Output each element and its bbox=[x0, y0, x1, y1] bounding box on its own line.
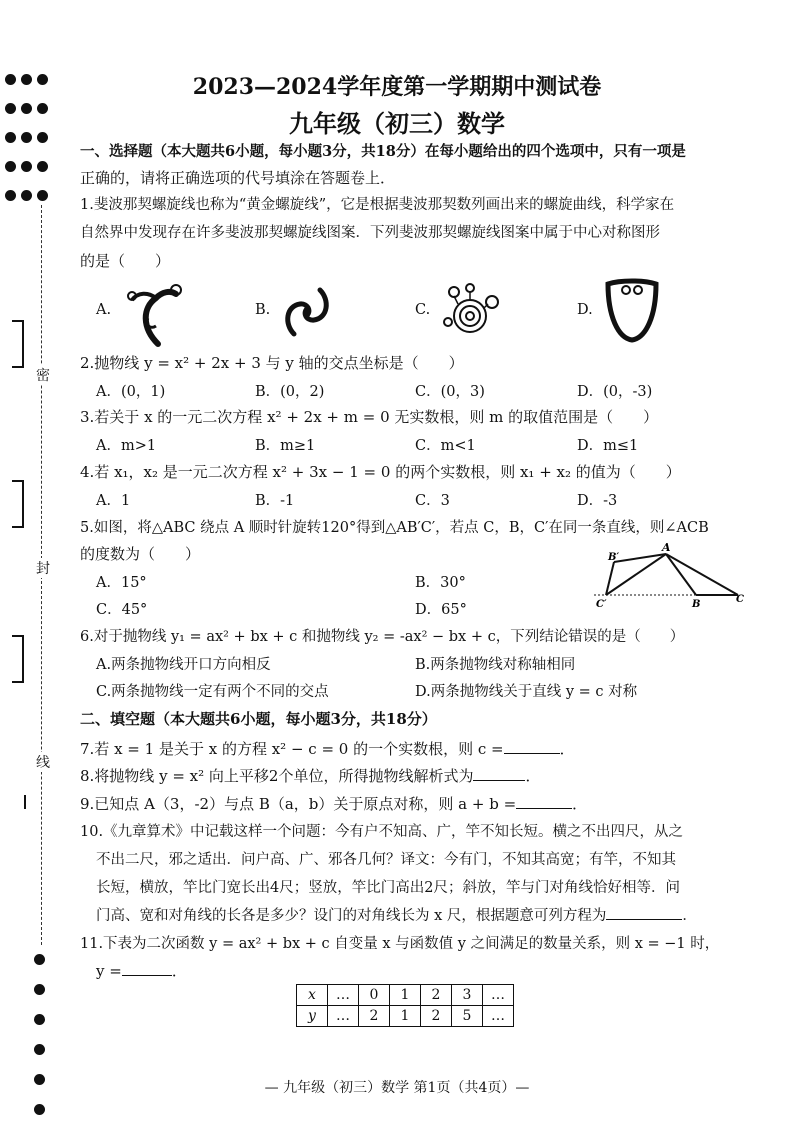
q10-line1: 10.《九章算术》中记载这样一个问题：今有户不知高、广，竿不知长短。横之不出四尺，从之 bbox=[80, 824, 684, 840]
q9 bbox=[80, 793, 587, 814]
q8 bbox=[80, 765, 540, 786]
table-row bbox=[297, 1006, 514, 1027]
q6-stem: 6.对于抛物线 y₁ = ax² + bx + c 和抛物线 y₂ = -ax² − bx + c，下列结论错误的是（ ） bbox=[80, 629, 685, 645]
table-cell: 1 bbox=[390, 1006, 421, 1027]
spiral-figure-c bbox=[440, 282, 504, 342]
q10-line4 bbox=[96, 904, 697, 925]
q7-answer-blank[interactable] bbox=[504, 753, 560, 754]
table-row bbox=[297, 985, 514, 1006]
table-cell: 2 bbox=[421, 1006, 452, 1027]
q1-line2: 自然界中发现存在许多斐波那契螺旋线图案．下列斐波那契螺旋线图案中属于中心对称图形 bbox=[80, 225, 660, 241]
q11-line2 bbox=[96, 960, 187, 981]
q6-option-c[interactable]: C.两条抛物线一定有两个不同的交点 bbox=[96, 684, 329, 700]
q10-line4-text: 门高、宽和对角线的长各是多少？设门的对角线长为 x 尺，根据题意可列方程为 bbox=[96, 908, 607, 924]
rotation-figure bbox=[588, 540, 756, 612]
q11-answer-blank[interactable] bbox=[122, 975, 172, 976]
q5-option-d[interactable]: D．65° bbox=[415, 602, 467, 618]
q10-end: ． bbox=[682, 908, 697, 924]
section1-heading: 一、选择题（本大题共6小题，每小题3分，共18分）在每小题给出的四个选项中，只有一项是 bbox=[80, 143, 686, 160]
figure-label-c: C bbox=[736, 594, 744, 605]
table-cell: … bbox=[328, 985, 359, 1006]
q1-option-c[interactable]: C. bbox=[415, 302, 431, 318]
q11-end: ． bbox=[171, 962, 187, 980]
spiral-figure-d bbox=[604, 276, 660, 344]
q1-option-a[interactable]: A. bbox=[96, 302, 112, 318]
exam-subtitle: 九年级（初三）数学 bbox=[289, 109, 505, 138]
binding-bracket-3 bbox=[12, 635, 24, 683]
figure-label-b-prime: B′ bbox=[608, 552, 620, 563]
q1-line1: 1.斐波那契螺旋线也称为“黄金螺旋线”，它是根据斐波那契数列画出来的螺旋曲线，科学家在 bbox=[80, 197, 675, 213]
q2-option-a[interactable]: A．(0，1) bbox=[96, 384, 166, 400]
q11-value-table bbox=[296, 984, 514, 1027]
seal-char-mi: 密 bbox=[36, 365, 50, 385]
q1-line3: 的是（ ） bbox=[80, 252, 171, 270]
binding-bracket-1 bbox=[12, 320, 24, 368]
q6-option-d[interactable]: D.两条抛物线关于直线 y = c 对称 bbox=[415, 684, 638, 700]
section1-heading-cont: 正确的，请将正确选项的代号填涂在答题卷上． bbox=[80, 169, 396, 187]
exam-title: 2023—2024学年度第一学期期中测试卷 bbox=[192, 74, 602, 100]
q7-text: 7.若 x = 1 是关于 x 的方程 x² − c = 0 的一个实数根，则 c = bbox=[80, 740, 504, 758]
page-footer: — 九年级（初三）数学 第1页（共4页）— bbox=[264, 1080, 530, 1096]
q3-stem: 3.若关于 x 的一元二次方程 x² + 2x + m = 0 无实数根，则 m 的取值范围是（ ） bbox=[80, 408, 659, 426]
table-cell: 3 bbox=[452, 985, 483, 1006]
table-cell: 2 bbox=[421, 985, 452, 1006]
q4-option-d[interactable]: D．-3 bbox=[577, 493, 618, 509]
q2-option-b[interactable]: B．(0，2) bbox=[255, 384, 325, 400]
q1-option-d[interactable]: D. bbox=[577, 302, 593, 318]
table-cell: 1 bbox=[390, 985, 421, 1006]
q5-option-a[interactable]: A．15° bbox=[96, 575, 147, 591]
q4-option-c[interactable]: C．3 bbox=[415, 493, 450, 509]
q10-line3: 长短，横放，竿比门宽长出4尺；竖放，竿比门高出2尺；斜放，竿与门对角线恰好相等．问 bbox=[96, 880, 680, 896]
q3-option-d[interactable]: D．m≤1 bbox=[577, 438, 639, 454]
section2-heading: 二、填空题（本大题共6小题，每小题3分，共18分） bbox=[80, 710, 437, 728]
q3-option-c[interactable]: C．m<1 bbox=[415, 438, 476, 454]
figure-label-a: A bbox=[662, 541, 671, 554]
binding-dots-top bbox=[5, 70, 53, 205]
q5-line2: 的度数为（ ） bbox=[80, 545, 201, 563]
table-cell: 0 bbox=[359, 985, 390, 1006]
q5-option-c[interactable]: C．45° bbox=[96, 602, 148, 618]
q10-line2: 不出二尺，邪之适出．问户高、广、邪各几何？译文：今有门，不知其高宽；有竿，不知其 bbox=[96, 852, 676, 868]
binding-tick bbox=[24, 795, 26, 809]
table-cell: … bbox=[483, 1006, 514, 1027]
table-cell: 2 bbox=[359, 1006, 390, 1027]
q3-option-b[interactable]: B．m≥1 bbox=[255, 438, 316, 454]
q2-stem: 2.抛物线 y = x² + 2x + 3 与 y 轴的交点坐标是（ ） bbox=[80, 354, 464, 372]
figure-label-c-prime: C′ bbox=[596, 599, 607, 610]
table-cell: 5 bbox=[452, 1006, 483, 1027]
seal-char-feng: 封 bbox=[36, 558, 50, 578]
q8-text: 8.将抛物线 y = x² 向上平移2个单位，所得抛物线解析式为 bbox=[80, 767, 474, 785]
q4-option-b[interactable]: B．-1 bbox=[255, 493, 295, 509]
binding-bracket-2 bbox=[12, 480, 24, 528]
q9-answer-blank[interactable] bbox=[516, 808, 572, 809]
seal-char-xian: 线 bbox=[36, 752, 50, 772]
table-header-x: x bbox=[297, 985, 328, 1006]
q8-answer-blank[interactable] bbox=[473, 780, 525, 781]
q7-end: ． bbox=[559, 740, 575, 758]
q2-option-d[interactable]: D．(0，-3) bbox=[577, 384, 653, 400]
table-header-y: y bbox=[297, 1006, 328, 1027]
q9-end: ． bbox=[572, 795, 588, 813]
q5-line1: 5.如图，将△ABC 绕点 A 顺时针旋转120°得到△AB′C′，若点 C，B，C′在同一条直线，则∠ACB bbox=[80, 520, 709, 536]
q4-option-a[interactable]: A．1 bbox=[96, 493, 131, 509]
q11-y-label: y = bbox=[96, 962, 122, 980]
q8-end: ． bbox=[525, 767, 541, 785]
q5-option-b[interactable]: B．30° bbox=[415, 575, 466, 591]
q6-option-a[interactable]: A.两条抛物线开口方向相反 bbox=[96, 657, 271, 673]
q9-text: 9.已知点 A（3，-2）与点 B（a，b）关于原点对称，则 a + b = bbox=[80, 795, 517, 813]
table-cell: … bbox=[483, 985, 514, 1006]
q2-option-c[interactable]: C．(0，3) bbox=[415, 384, 485, 400]
figure-label-b: B bbox=[692, 599, 701, 610]
table-cell: … bbox=[328, 1006, 359, 1027]
spiral-figure-a bbox=[120, 278, 190, 348]
q10-answer-blank[interactable] bbox=[606, 919, 682, 920]
spiral-figure-b bbox=[282, 284, 332, 340]
q11-line1: 11.下表为二次函数 y = ax² + bx + c 自变量 x 与函数值 y 之间满足的数量关系，则 x = −1 时， bbox=[80, 936, 720, 952]
q6-option-b[interactable]: B.两条抛物线对称轴相同 bbox=[415, 657, 576, 673]
q3-option-a[interactable]: A．m>1 bbox=[96, 438, 157, 454]
q4-stem: 4.若 x₁，x₂ 是一元二次方程 x² + 3x − 1 = 0 的两个实数根，则 x₁ + x₂ 的值为（ ） bbox=[80, 463, 681, 481]
q1-option-b[interactable]: B. bbox=[255, 302, 271, 318]
q7 bbox=[80, 738, 575, 759]
